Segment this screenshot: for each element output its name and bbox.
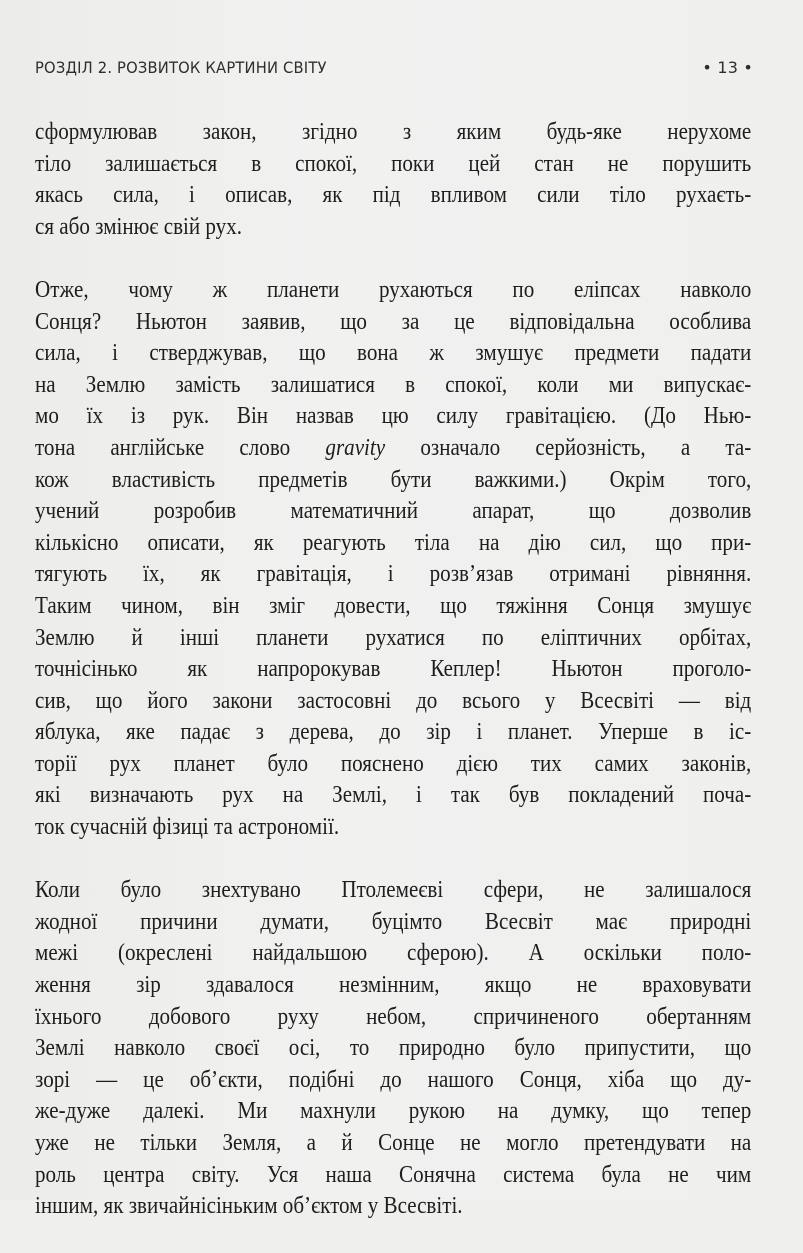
text-line: зорі — це об’єкти, подібні до нашого Сонця, хіба що ду- (35, 1065, 752, 1093)
chapter-title: РОЗДІЛ 2. РОЗВИТОК КАРТИНИ СВІТУ (35, 58, 327, 77)
text-line: Сонця? Ньютон заявив, що за це відповідальна особлива (35, 307, 752, 335)
text-line: сформулював закон, згідно з яким будь-яке нерухоме (35, 118, 752, 145)
text-line: їхнього добового руху небом, спричиненого обертанням (35, 1002, 752, 1030)
paragraph-2 (35, 274, 753, 843)
paragraph-3 (35, 874, 753, 1222)
text-line: Отже, чому ж планети рухаються по еліпсах навколо (35, 275, 752, 303)
text-line: яблука, яке падає з дерева, до зір і планет. Уперше в іс- (35, 718, 752, 746)
text-line: торії рух планет було пояснено дією тих самих законів, (35, 749, 752, 777)
text-line: роль центра світу. Уся наша Сонячна система була не чим (35, 1160, 752, 1188)
text-line: точнісінько як напророкував Кеплер! Ньютон проголо- (35, 655, 752, 683)
text-line: тіло залишається в спокої, поки цей стан не порушить (35, 149, 752, 177)
text-line: сила, і стверджував, що вона ж змушує предмети падати (35, 339, 752, 367)
text-line: жодної причини думати, буцімто Всесвіт має природні (35, 907, 752, 935)
text-line: Таким чином, він зміг довести, що тяжіння Сонця змушує (35, 591, 752, 619)
text-line: Землі навколо своєї осі, то природно було припустити, що (35, 1034, 752, 1062)
page-number: • 13 • (702, 58, 753, 77)
text-line: ся або змінює свій рух. (35, 212, 243, 240)
text-line: кількісно описати, як реагують тіла на дію сил, що при- (35, 528, 752, 556)
text-line: ток сучасній фізиці та астрономії. (35, 813, 340, 841)
text-line: які визначають рух на Землі, і так був покладений поча- (35, 781, 752, 809)
text-line: тягують їх, як гравітація, і розв’язав отримані рівняння. (35, 560, 752, 588)
running-header (35, 58, 753, 88)
text-line: же-дуже далекі. Ми махнули рукою на думку, що тепер (35, 1097, 752, 1125)
text-line: сив, що його закони застосовні до всього у Всесвіті — від (35, 686, 752, 714)
text-line: уже не тільки Земля, а й Сонце не могло претендувати на (35, 1129, 752, 1156)
text-segment: означало серйозність, а та- (385, 433, 752, 461)
text-line: Землю й інші планети рухатися по еліптичних орбітах, (35, 623, 752, 651)
text-line: іншим, як звичайнісіньким об’єктом у Всесвіті. (35, 1192, 463, 1220)
italic-word-gravity: gravity (325, 433, 386, 461)
text-segment: тона англійське слово (35, 433, 326, 461)
paragraph-1 (35, 116, 753, 242)
text-line (35, 432, 751, 464)
text-line: ження зір здавалося незмінним, якщо не враховувати (35, 971, 752, 999)
text-line: учений розробив математичний апарат, що дозволив (35, 497, 752, 525)
text-line: на Землю замість залишатися в спокої, коли ми випускає- (35, 370, 752, 398)
text-line: Коли було знехтувано Птолемеєві сфери, не залишалося (35, 876, 752, 904)
text-line: межі (окреслені найдальшою сферою). А оскільки поло- (35, 939, 752, 967)
text-line: мо їх із рук. Він назвав цю силу гравітацією. (До Нью- (35, 402, 752, 430)
body-text (35, 116, 753, 1253)
text-line: якась сила, і описав, як під впливом сили тіло рухаєть- (35, 181, 752, 209)
text-line: кож властивість предметів бути важкими.) Окрім того, (35, 465, 752, 493)
